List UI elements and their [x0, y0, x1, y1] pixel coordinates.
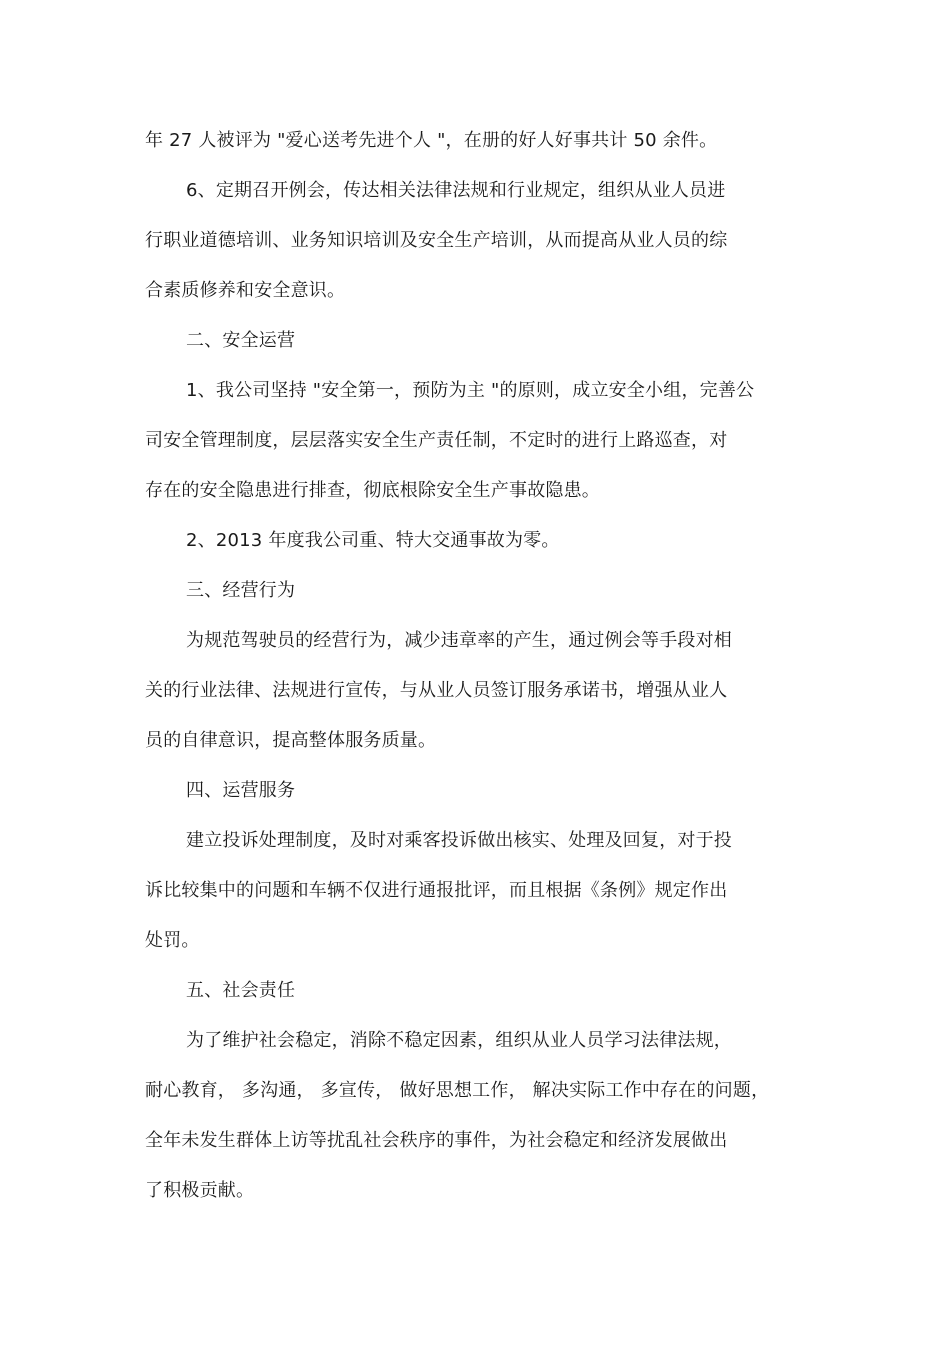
text-line: 司安全管理制度，层层落实安全生产责任制，不定时的进行上路巡查，对 [145, 430, 728, 451]
section-heading: 三、经营行为 [186, 580, 296, 601]
text-line: 员的自律意识，提高整体服务质量。 [145, 730, 437, 751]
text-line: 为了维护社会稳定，消除不稳定因素，组织从业人员学习法律法规， [186, 1030, 732, 1051]
text-line: 2、2013 年度我公司重、特大交通事故为零。 [186, 530, 560, 551]
text-line: 行职业道德培训、业务知识培训及安全生产培训，从而提高从业人员的综 [145, 230, 728, 251]
text-line: 年 27 人被评为 "爱心送考先进个人 "，在册的好人好事共计 50 余件。 [145, 130, 718, 151]
section-heading: 二、安全运营 [186, 330, 296, 351]
text-line: 诉比较集中的问题和车辆不仅进行通报批评，而且根据《条例》规定作出 [145, 880, 728, 901]
section-heading: 五、社会责任 [186, 980, 296, 1001]
text-line: 1、我公司坚持 "安全第一，预防为主 "的原则，成立安全小组，完善公 [186, 380, 755, 401]
text-line: 了积极贡献。 [145, 1180, 255, 1201]
text-line: 关的行业法律、法规进行宣传，与从业人员签订服务承诺书，增强从业人 [145, 680, 728, 701]
section-heading: 四、运营服务 [186, 780, 296, 801]
text-line: 合素质修养和安全意识。 [145, 280, 346, 301]
text-line: 处罚。 [145, 930, 200, 951]
text-line: 建立投诉处理制度，及时对乘客投诉做出核实、处理及回复，对于投 [186, 830, 732, 851]
text-line: 耐心教育， 多沟通， 多宣传， 做好思想工作， 解决实际工作中存在的问题， [145, 1080, 770, 1101]
text-line: 存在的安全隐患进行排查，彻底根除安全生产事故隐患。 [145, 480, 600, 501]
text-line: 6、定期召开例会，传达相关法律法规和行业规定，组织从业人员进 [186, 180, 726, 201]
text-line: 为规范驾驶员的经营行为，减少违章率的产生，通过例会等手段对相 [186, 630, 732, 651]
text-line: 全年未发生群体上访等扰乱社会秩序的事件，为社会稳定和经济发展做出 [145, 1130, 728, 1151]
